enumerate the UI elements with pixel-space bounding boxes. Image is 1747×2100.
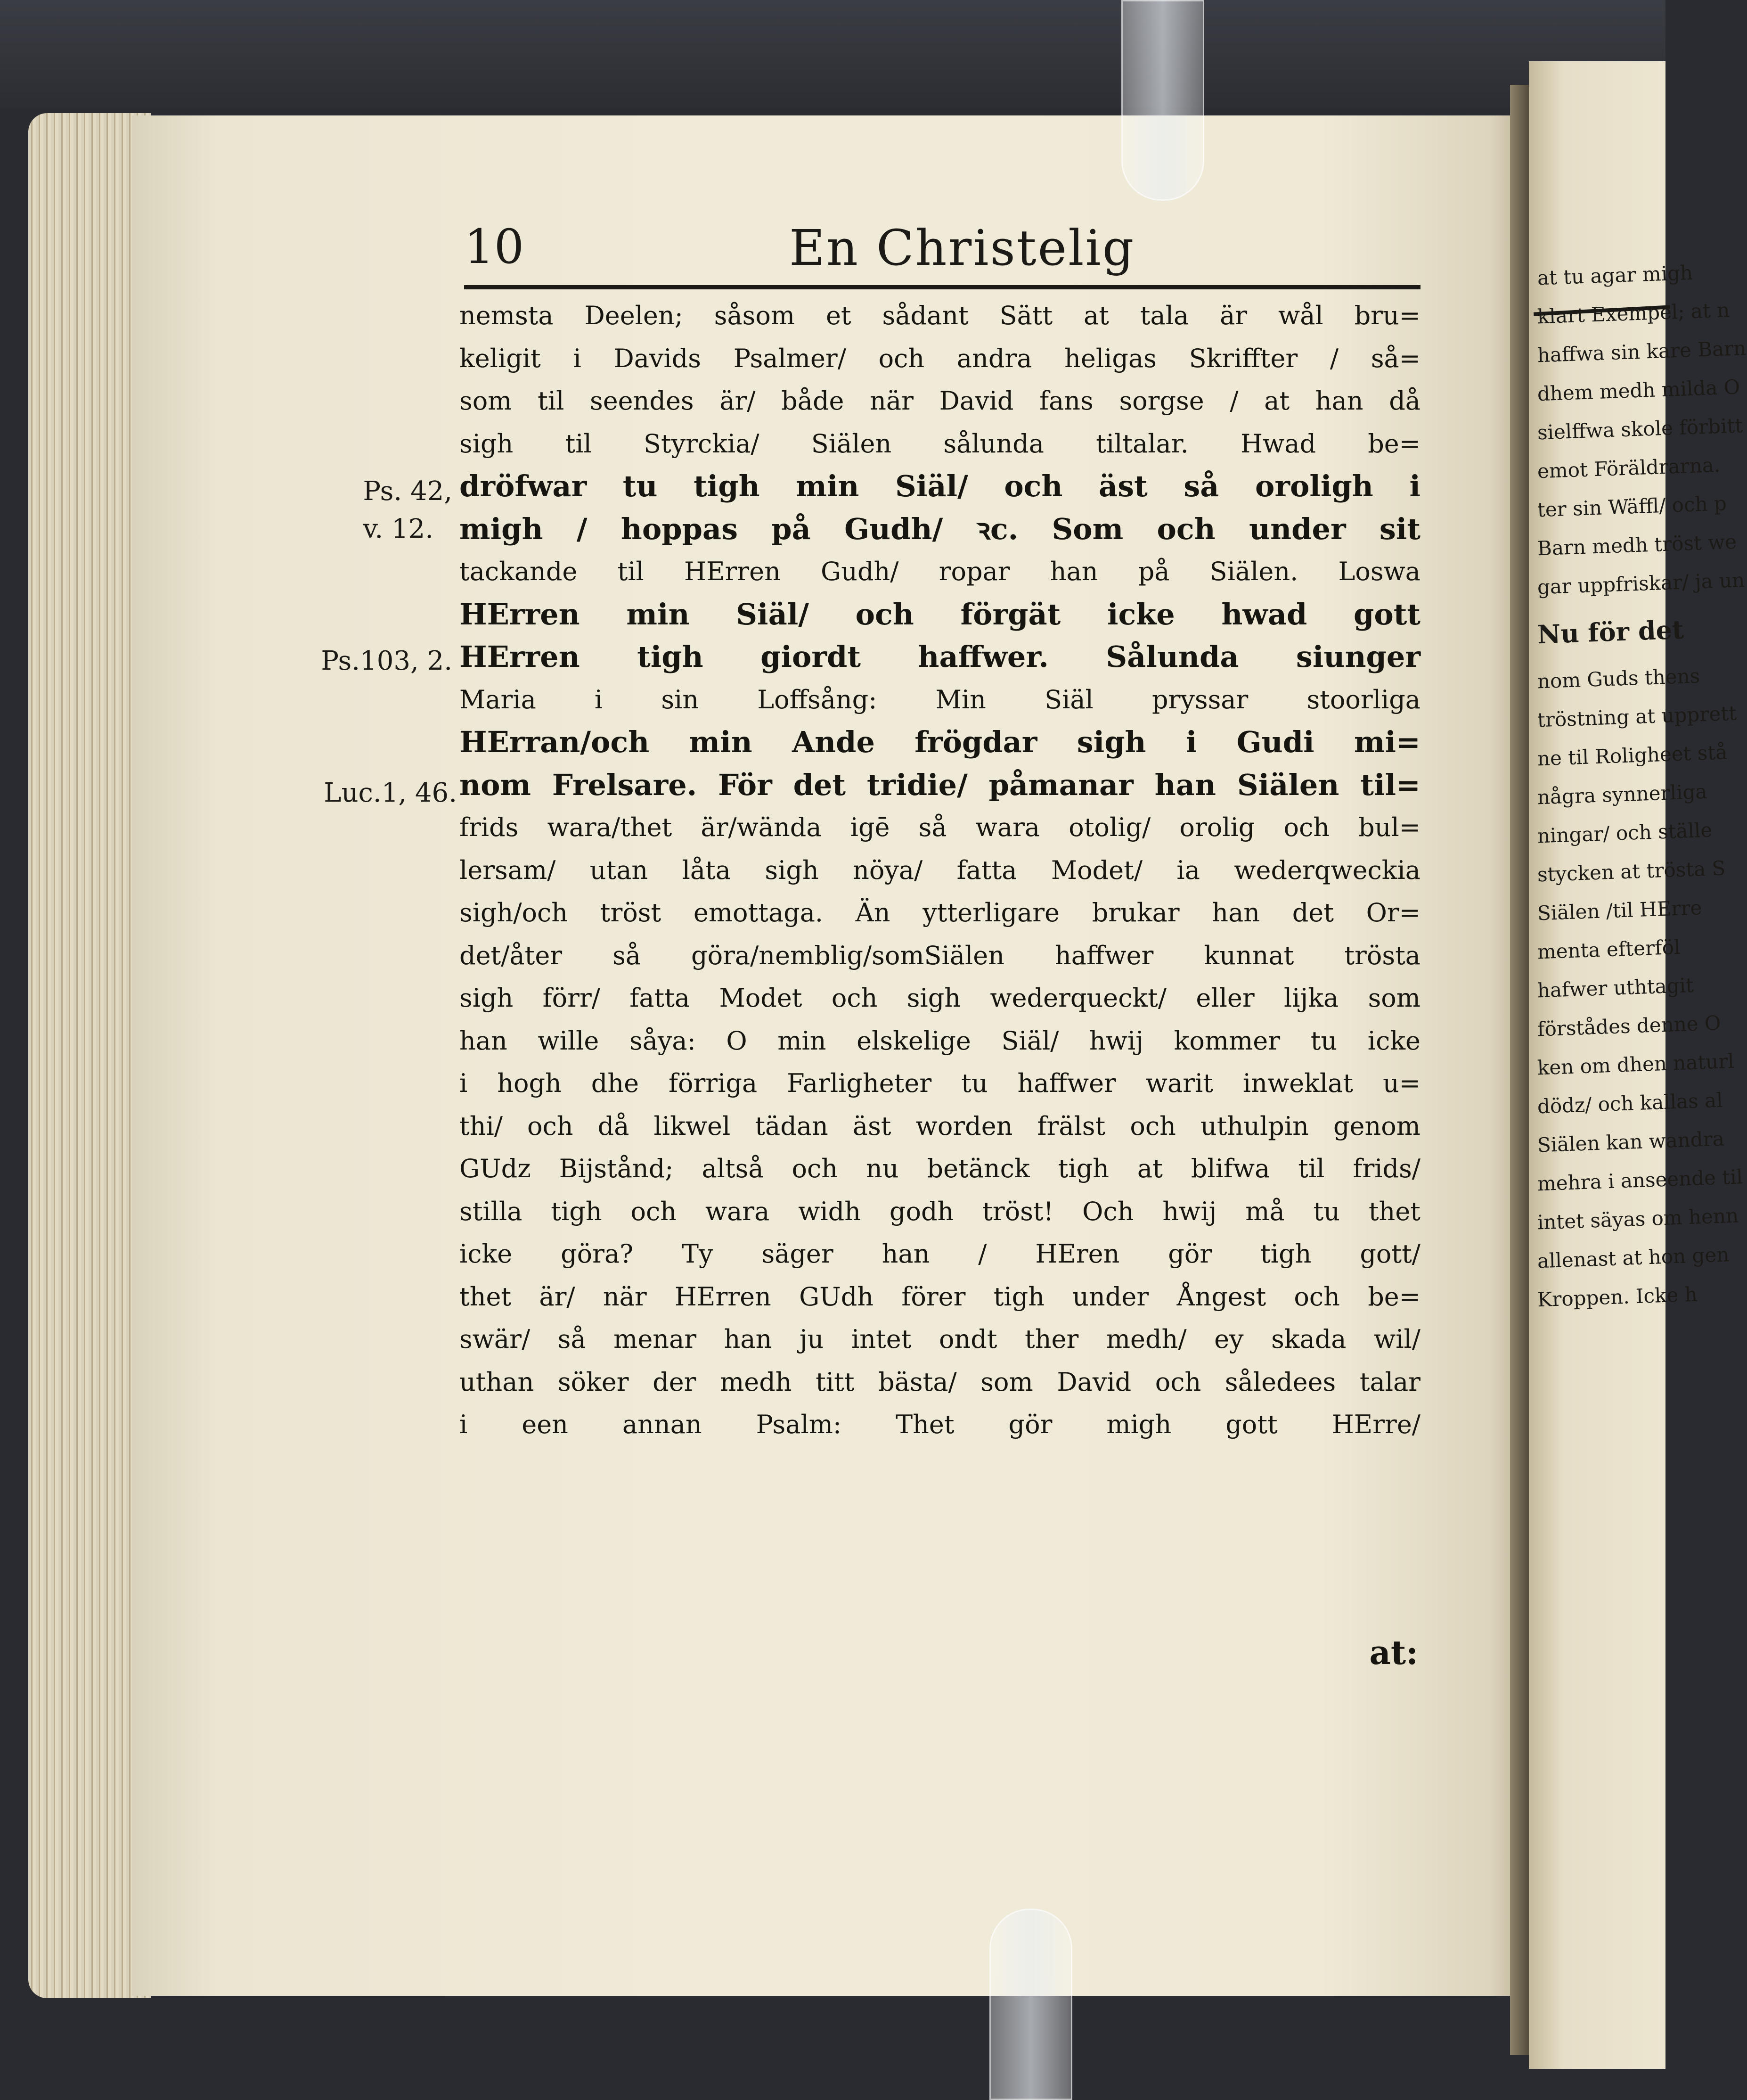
text-line: HErren tigh giordt haffwer. Sålunda siunger	[459, 640, 1420, 674]
right-page-line: emot Föräldrarna.	[1537, 453, 1721, 483]
text-line: lersam/ utan låta sigh nöya/ fatta Modet/ ia wederqweckia	[459, 855, 1420, 885]
right-page-text	[1529, 259, 1747, 1320]
right-page-line: mehra i anseende til	[1537, 1165, 1743, 1196]
text-line: Maria i sin Loffsång: Min Siäl pryssar stoorliga	[459, 684, 1420, 714]
text-line: dröfwar tu tigh min Siäl/ och äst så oroligh i	[459, 469, 1420, 503]
right-page-line: menta efterföl	[1537, 935, 1681, 964]
text-line: thi/ och då likwel tädan äst worden frälst och uthulpin genom	[459, 1111, 1420, 1141]
right-page-line: tröstning at upprett	[1537, 701, 1737, 732]
right-page-line: sielffwa skole förbitt	[1537, 414, 1743, 444]
header-rule	[464, 285, 1420, 289]
text-line: i een annan Psalm: Thet gör migh gott HErre/	[459, 1410, 1420, 1439]
right-page-line: intet säyas om henn	[1537, 1204, 1739, 1234]
text-line: HErren min Siäl/ och förgät icke hwad gott	[459, 597, 1420, 632]
text-line: nemsta Deelen; såsom et sådant Sätt at tala är wål bru=	[459, 301, 1420, 330]
right-page-line: ter sin Wäffl/ och p	[1537, 492, 1727, 522]
text-line: som til seendes är/ både när David fans sorgse / at han då	[459, 386, 1420, 416]
text-line: icke göra? Ty säger han / HEren gör tigh gott/	[459, 1239, 1420, 1269]
text-line: keligit i Davids Psalmer/ och andra heligas Skriffter / så=	[459, 343, 1420, 373]
right-page-line: stycken at trösta S	[1537, 856, 1726, 886]
text-line: stilla tigh och wara widh godh tröst! Och hwij må tu thet	[459, 1196, 1420, 1226]
right-page-line: förstådes denne O	[1537, 1011, 1722, 1041]
right-page-line: dödz/ och kallas al	[1537, 1088, 1723, 1118]
right-page-line: gar uppfriskar/ ja un	[1537, 568, 1745, 599]
text-line: uthan söker der medh titt bästa/ som David och såledees talar	[459, 1367, 1420, 1397]
text-line: sigh förr/ fatta Modet och sigh wederqueckt/ eller lijka som	[459, 983, 1420, 1013]
running-head: En Christelig	[789, 219, 1135, 277]
right-page-line: Kroppen. Icke h	[1537, 1282, 1698, 1312]
right-page-line: Siälen /til HErre	[1537, 896, 1703, 925]
margin-note-ps103: Ps.103, 2.	[321, 646, 452, 676]
text-line: swär/ så menar han ju intet ondt ther medh/ ey skada wil/	[459, 1324, 1420, 1354]
text-line: tackande til HErren Gudh/ ropar han på Siälen. Loswa	[459, 557, 1420, 586]
right-page-line: Siälen kan wandra	[1537, 1127, 1725, 1157]
page-number: 10	[464, 219, 524, 274]
text-line: nom Frelsare. För det tridie/ påmanar han Siälen til=	[459, 767, 1420, 802]
right-page-line: Nu för det	[1536, 614, 1684, 650]
right-page	[1529, 61, 1747, 2069]
page-clip-bottom	[989, 1909, 1072, 2100]
text-line: sigh/och tröst emottaga. Än ytterligare brukar han det Or=	[459, 898, 1420, 927]
scan-background	[0, 0, 1665, 108]
catchword: at:	[1369, 1633, 1418, 1672]
right-page-line: dhem medh milda O	[1537, 375, 1740, 406]
right-page-line: at tu agar migh	[1537, 261, 1693, 290]
text-line: GUdz Bijstånd; altså och nu betänck tigh at blifwa til frids/	[459, 1154, 1420, 1183]
page-header	[464, 214, 1425, 285]
text-line: det/åter så göra/nemblig/somSiälen haffwer kunnat trösta	[459, 940, 1420, 970]
right-page-line: Barn medh tröst we	[1537, 530, 1737, 560]
right-page-line: ne til Roligheet stå	[1537, 740, 1728, 771]
text-line: thet är/ när HErren GUdh förer tigh under Ångest och be=	[459, 1281, 1420, 1312]
right-page-line: allenast at hon gen	[1537, 1243, 1730, 1273]
right-page-line: hafwer uthtagit	[1537, 973, 1694, 1002]
right-page-line: klart Exempel; at n	[1537, 298, 1730, 328]
body-text	[459, 295, 1420, 1446]
right-page-line: ken om dhen naturl	[1537, 1049, 1735, 1080]
text-line: han wille såya: O min elskelige Siäl/ hwij kommer tu icke	[459, 1025, 1420, 1056]
margin-note-luc: Luc.1, 46.	[324, 778, 457, 808]
text-line: frids wara/thet är/wända igē så wara otolig/ orolig och bul=	[459, 812, 1420, 842]
page-clip-top	[1121, 0, 1204, 201]
right-page-line: några synnerliga	[1537, 779, 1708, 809]
text-line: HErran/och min Ande frögdar sigh i Gudi mi=	[459, 725, 1420, 759]
right-page-line: ningar/ och ställe	[1537, 818, 1713, 848]
margin-note-ps42-verse: v. 12.	[363, 514, 433, 544]
margin-note-ps42: Ps. 42,	[363, 476, 452, 507]
text-line: i hogh dhe förriga Farligheter tu haffwer warit inweklat u=	[459, 1068, 1420, 1098]
right-page-line: nom Guds thens	[1537, 664, 1700, 693]
text-line: sigh til Styrckia/ Siälen sålunda tiltalar. Hwad be=	[459, 428, 1420, 459]
text-line: migh / hoppas på Gudh/ ꝛc. Som och under sit	[459, 511, 1420, 546]
right-page-line: haffwa sin kare Barn	[1537, 336, 1747, 367]
